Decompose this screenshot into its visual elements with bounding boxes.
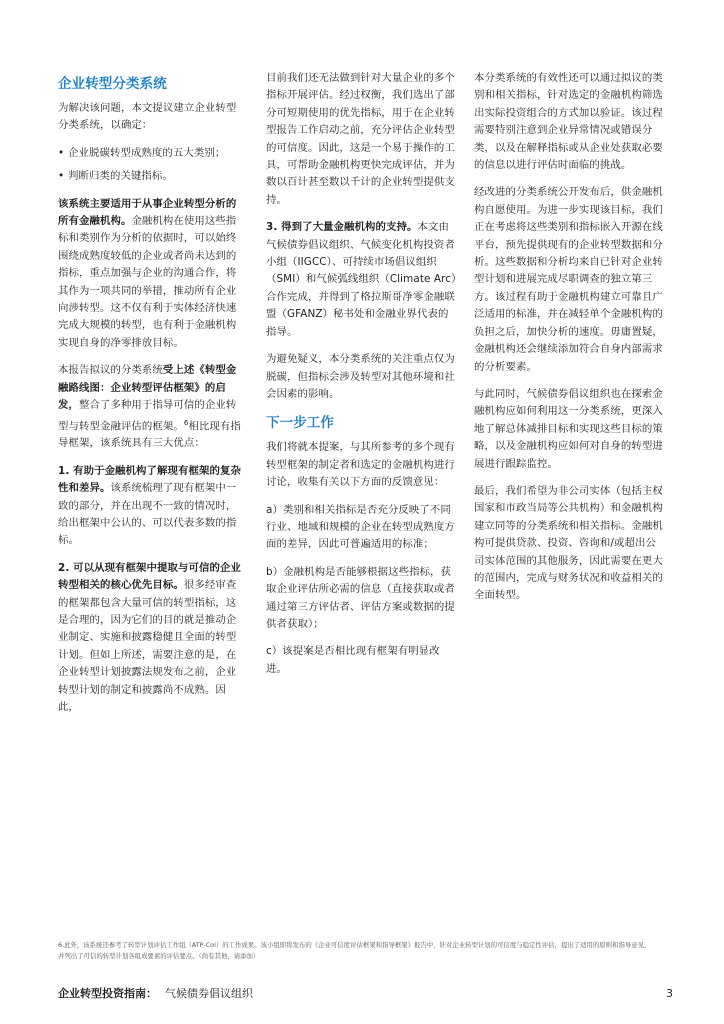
paragraph-feedback: 我们将就本提案，与其所参考的多个现有转型框架的制定者和选定的金融机构进行讨论，收集有关以下方面的反馈意见： <box>266 441 455 489</box>
advantage-3 <box>266 219 458 341</box>
footnote-line: 并列出了可信的转型计划各组成要素的评估要点。（尚有其他，请添加） <box>58 951 260 960</box>
feedback-item-a: a）类别和相关指标是否充分反映了不同行业、地域和规模的企业在转型成熟度方面的差异，因此可普遍适用的标准； <box>266 503 455 551</box>
paragraph-priority: 目前我们还无法做到针对大量企业的多个指标开展评估。经过权衡，我们选出了部分可短期使用的优先指标，用于在企业转型报告工作启动之前，充分评估企业转型的可信度。因此，这是一个易于操作的工具，可帮助金融机构更快完成评估，并为数以百计甚至数以千计的企业转型提供支持。 <box>266 72 455 206</box>
paragraph-text: 该系统梳理了现有框架中一致的部分，并在出现不一致的情况时，给出框架中公认的、可以代表多数的指标。 <box>58 482 237 547</box>
paragraph-disclaimer: 为避免疑义，本分类系统的关注重点仅为脱碳，但指标会涉及转型对其他环境和社会因素的影响。 <box>266 353 455 400</box>
paragraph-text: 本报告拟议的分类系统 <box>58 364 163 377</box>
page-number: 3 <box>666 987 673 1000</box>
paragraph-framework <box>58 362 246 453</box>
bullet-item: • 判断归类的关键指标。 <box>58 168 246 185</box>
paragraph-platform: 经改进的分类系统公开发布后，供金融机构自愿使用。为进一步实现该目标，我们正在考虑将这些类别和指标嵌入开源在线平台，预先提供现有的企业转型数据和分析。这些数据和分析均来自已针对企业转型计划和进展完成尽职调查的独立第三方。该过程有助于金融机构建立可靠且广泛适用的标准，并在减轻单个金融机构的负担之后，加快分析的速度。毋庸置疑，金融机构还会继续添加符合自身内部需求的分析要素。 <box>474 186 663 373</box>
advantage-1 <box>58 463 246 550</box>
column-2 <box>266 70 458 688</box>
column-3 <box>474 70 666 615</box>
feedback-item-b: b）金融机构是否能够根据这些指标，获取企业评估所必需的信息（直接获取或者通过第三方评估者、评估方案或数据的提供者获取）； <box>266 565 455 630</box>
paragraph-text: 本文由气候债券倡议组织、气候变化机构投资者小组（IIGCC）、可持续市场倡议组织（SMI）和气候弧线组织（Climate Arc）合作完成，并得到了格拉斯哥净零金融联盟（GFANZ）秘书处和金融业界代表的指导。 <box>266 221 457 338</box>
paragraph-text: 金融机构在使用这些指标和类别作为分析的依据时，可以始终围绕成熟度较低的企业或者尚未达到的指标，重点加强与企业的沟通合作，将其作为一项共同的举措，推动所有企业向涉转型。这不仅有利于实体经济快速完成大规模的转型，也有利于金融机构实现自身的净零排放目标。 <box>58 215 237 349</box>
bold-lead: 2. 可以从现有框架中提取与可信的企业转型相关的核心优先目标。 <box>58 561 241 592</box>
paragraph-text: 很多经审查的框架都包含大量可信的转型指标，这是合理的，因为它们的目的就是推动企业制定、实施和披露稳健且全面的转型计划。但如上所述，需要注意的是，在企业转型计划披露法规发布之前，企业转型计划的制定和披露尚不成熟。因此， <box>58 579 237 714</box>
bold-lead: 3. 得到了大量金融机构的支持。 <box>266 221 418 234</box>
column-1 <box>58 70 246 726</box>
section-heading-next-steps: 下一步工作 <box>266 415 334 432</box>
paragraph-non-corporate: 最后，我们希望为非公司实体（包括主权国家和市政当局等公共机构）和金融机构建立同等的分类系统和相关指标。金融机构可提供贷款、投资、咨询和/或超出公司实体范围的其他服务，因此需要在更大的范围内，完成与财务状况和收益相关的全面转型。 <box>474 484 663 602</box>
page-footer <box>58 984 673 1004</box>
footer-org-name: 气候债券倡议组织 <box>165 987 253 1000</box>
paragraph-exploration: 与此同时，气候债券倡议组织也在探索金融机构应如何利用这一分类系统，更深入地了解总体减排目标和实现这些目标的策略，以及金融机构应如何对自身的转型进展进行跟踪监控。 <box>474 387 663 470</box>
bold-lead: 受上述《转型金融路线图：企业转型评估框架》的启发， <box>58 364 237 412</box>
paragraph-text: 整合了多种用于指导可信的企业转型与转型金融评估的框架。 <box>58 399 237 432</box>
bold-lead: 该系统主要适用于从事企业转型分析的所有金融机构。 <box>58 197 237 228</box>
bold-lead: 1. 有助于金融机构了解现有框架的复杂性和差异。 <box>58 464 241 495</box>
section-heading-classification: 企业转型分类系统 <box>58 76 167 92</box>
footnote <box>58 940 673 961</box>
bullet-list <box>58 145 246 186</box>
intro-paragraph: 为解决该问题，本文提议建立企业转型分类系统，以确定： <box>58 102 237 132</box>
footnote-line: 6.此外，该系统还参考了转型计划评估工作组（ATP-Col）的工作成果。该小组即将发布的《企业可信度评估框架和指导框架》报告中，针对企业转型计划的可信度与稳定性评估，提出了适用的原则和指导意见， <box>58 941 651 949</box>
advantage-2 <box>58 560 246 717</box>
paragraph-scope <box>58 196 246 353</box>
bullet-item: • 企业脱碳转型成熟度的五大类别； <box>58 145 246 162</box>
feedback-item-c: c）该提案是否相比现有框架有明显改进。 <box>266 645 440 675</box>
paragraph-text: 相比现有指导框架，该系统具有三大优点： <box>58 419 241 450</box>
paragraph-validation: 本分类系统的有效性还可以通过拟议的类别和相关指标，针对选定的金融机构筛选出实际投资组合的方式加以验证。该过程需要特别注意到企业异常情况或错误分类，以及在解释指标或从企业处获取必要的信息以进行评估时面临的挑战。 <box>474 72 663 172</box>
footer-doc-title: 企业转型投资指南： <box>58 987 157 1000</box>
footnote-ref: 6 <box>183 418 189 427</box>
